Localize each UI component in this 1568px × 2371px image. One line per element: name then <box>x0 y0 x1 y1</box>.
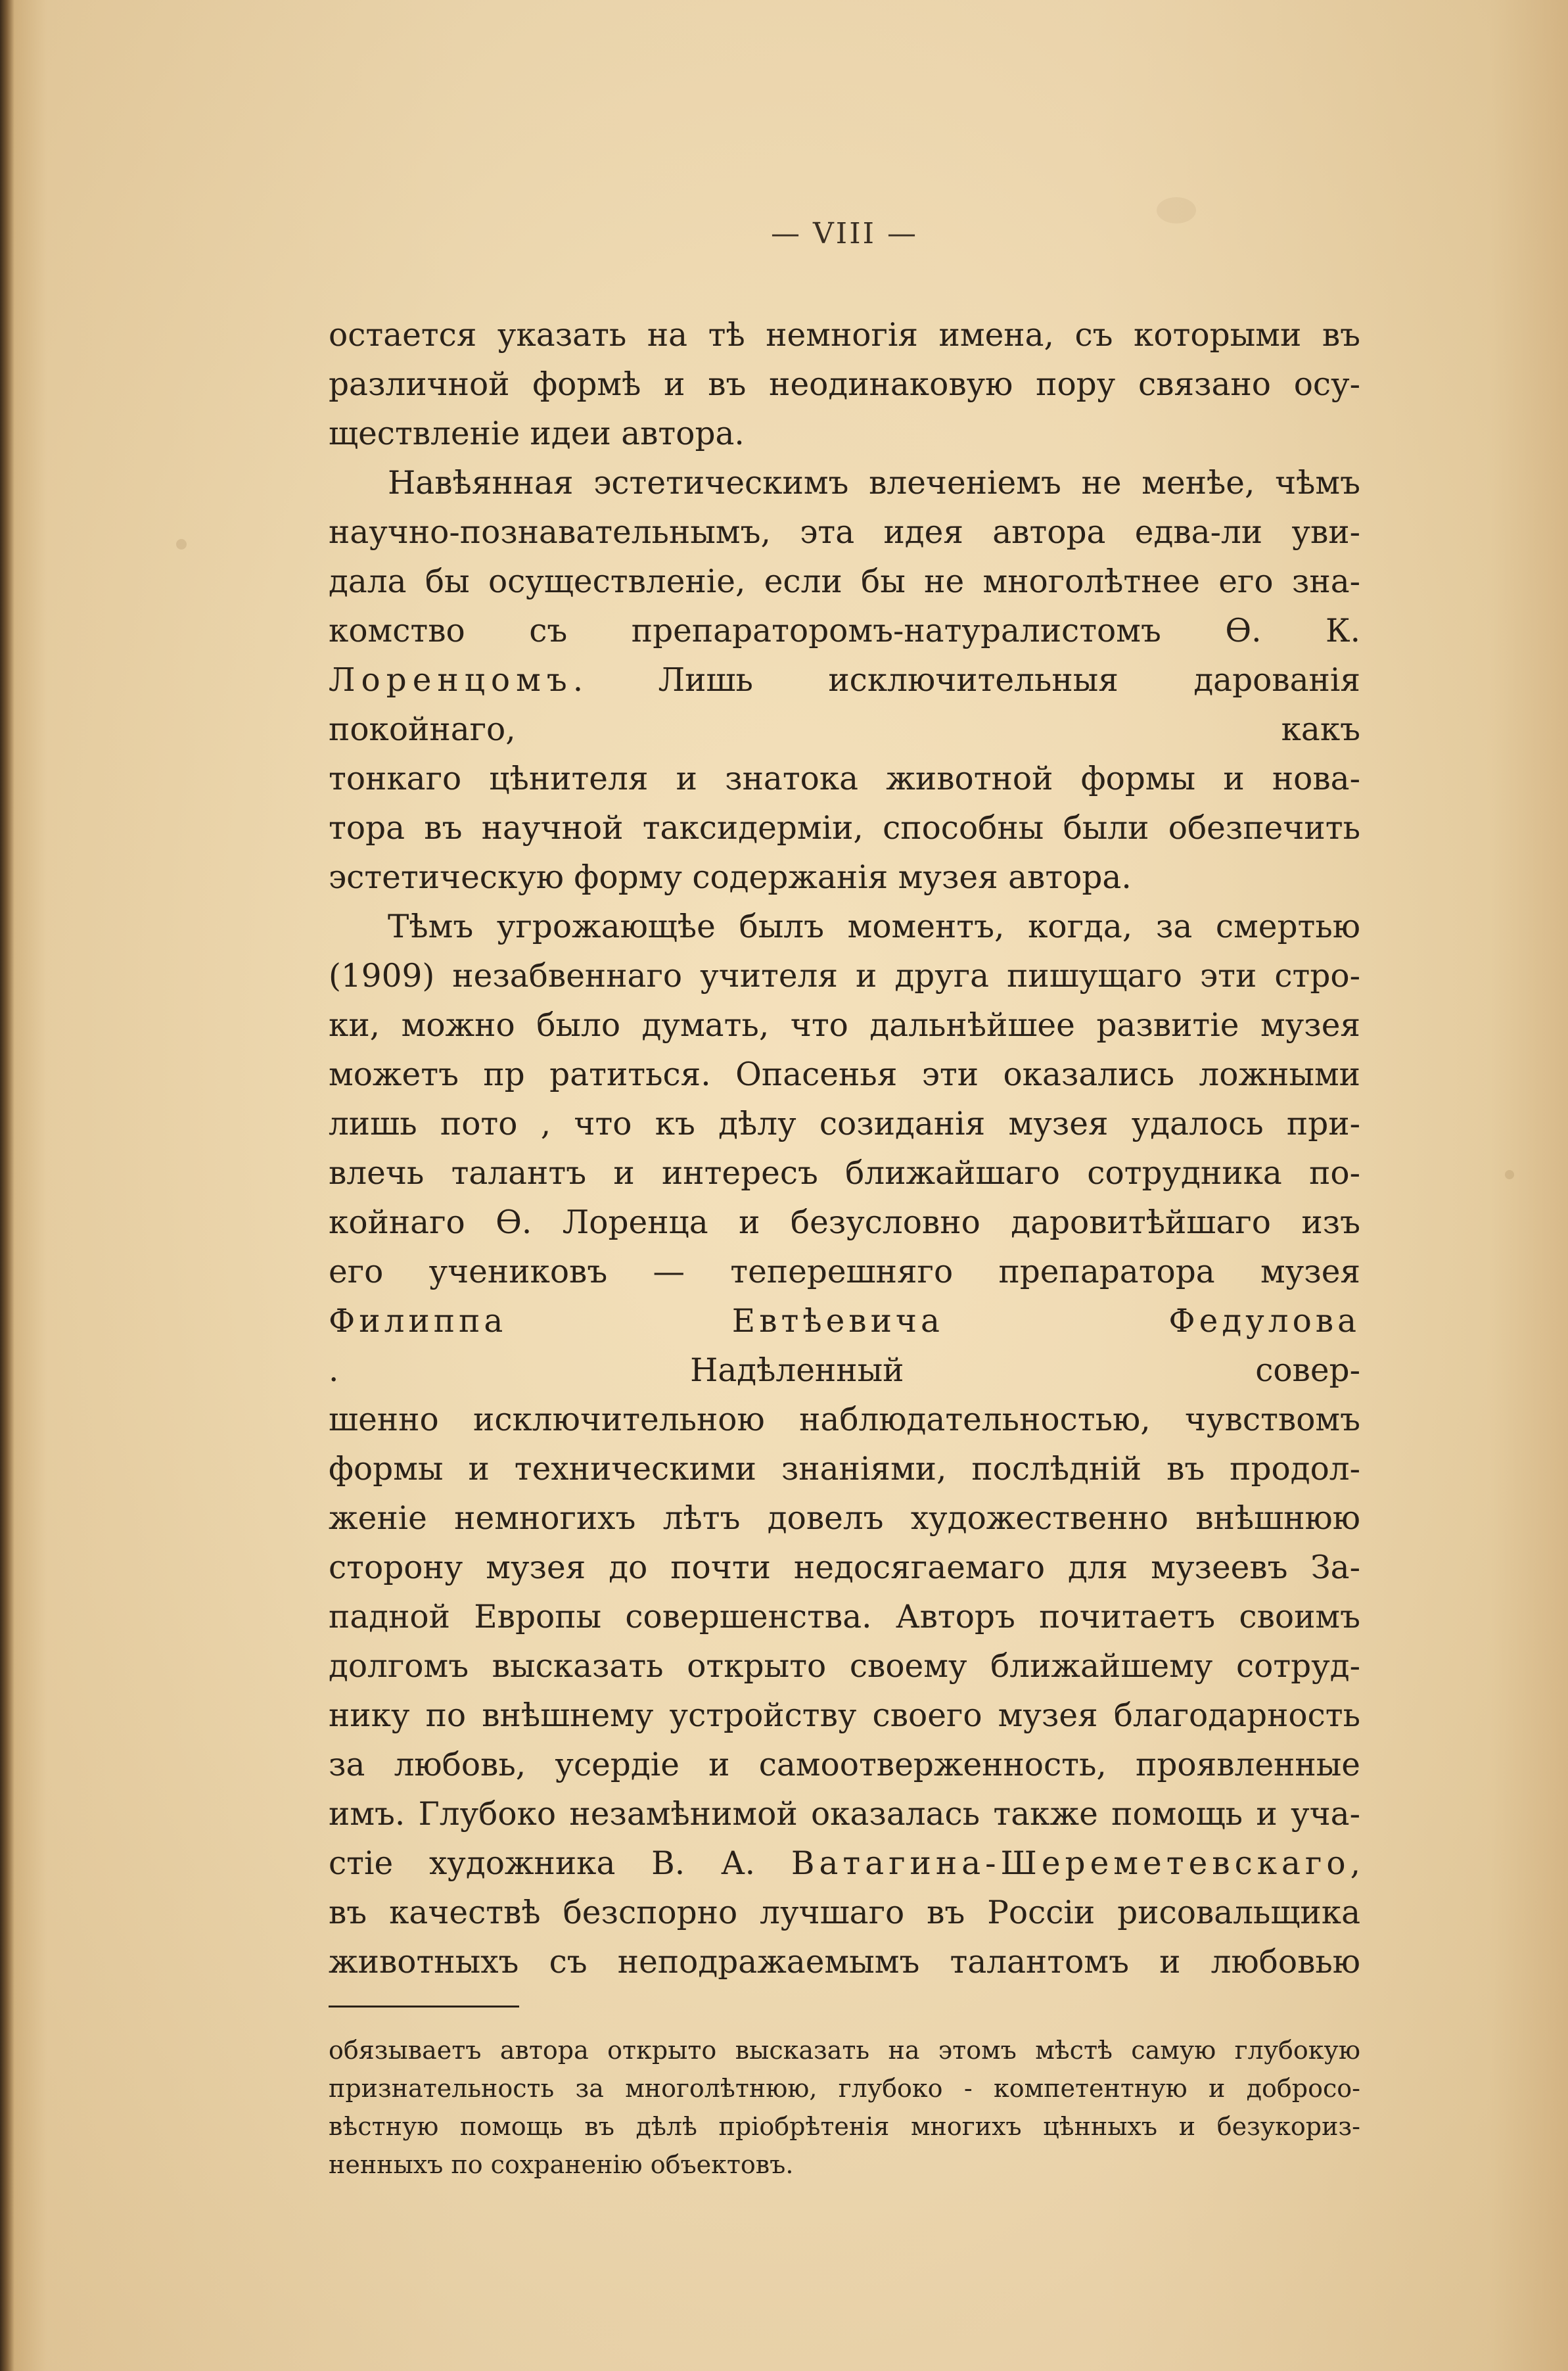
footnote-line: вѣстную помощь въ дѣлѣ пріобрѣтенія многихъ цѣнныхъ и безукориз- <box>329 2112 1360 2141</box>
text-line: научно-познавательнымъ, эта идея автора едва-ли уви- <box>329 514 1360 551</box>
text-line: влечь талантъ и интересъ ближайшаго сотрудника по- <box>329 1155 1360 1192</box>
text-line: за любовь, усердіе и самоотверженность, проявленные <box>329 1747 1360 1783</box>
text-fragment: , <box>1350 1845 1360 1882</box>
text-line: въ качествѣ безспорно лучшаго въ Россіи рисовальщика <box>329 1894 1360 1931</box>
text-line-with-name <box>329 1346 1360 1396</box>
text-line: ществленіе идеи автора. <box>329 415 745 452</box>
text-line: тора въ научной таксидерміи, способны были обезпечить <box>329 810 1360 847</box>
text-fragment: . Надѣленный совер- <box>329 1352 1360 1389</box>
page-content <box>329 217 1360 2184</box>
text-line: ки, можно было думать, что дальнѣйшее развитіе музея <box>329 1007 1360 1044</box>
text-line: сторону музея до почти недосягаемаго для музеевъ За- <box>329 1549 1360 1586</box>
text-line: шенно исключительною наблюдательностью, чувствомъ <box>329 1401 1360 1438</box>
text-line: долгомъ высказать открыто своему ближайшему сотруд- <box>329 1648 1360 1685</box>
main-text <box>329 311 1360 1987</box>
page-edge-shadow <box>0 0 14 2371</box>
text-line: можетъ пр ратиться. Опасенья эти оказались ложными <box>329 1056 1360 1093</box>
text-line-with-name <box>329 607 1360 755</box>
text-line-with-name <box>329 1248 1360 1346</box>
text-line: животныхъ съ неподражаемымъ талантомъ и любовью <box>329 1944 1360 1981</box>
person-name-lorenz: Лоренцомъ <box>329 662 573 699</box>
text-fragment: . Лишь исключительныя дарованія покойнаго, какъ <box>329 662 1360 748</box>
person-name-vatagin: Ватагина-Шереметевскаго <box>791 1845 1350 1882</box>
text-line: формы и техническими знаніями, послѣдній въ продол- <box>329 1451 1360 1488</box>
text-line: койнаго Ѳ. Лоренца и безусловно даровитѣйшаго изъ <box>329 1204 1360 1241</box>
footnote-line: обязываетъ автора открыто высказать на этомъ мѣстѣ самую глубокую <box>329 2036 1360 2065</box>
text-line: Тѣмъ угрожающѣе былъ моментъ, когда, за смертью <box>388 908 1360 945</box>
footnote <box>329 2031 1360 2184</box>
text-line: тонкаго цѣнителя и знатока животной формы и нова- <box>329 761 1360 797</box>
text-line: Навѣянная эстетическимъ влеченіемъ не менѣе, чѣмъ <box>388 465 1360 502</box>
text-line: остается указать на тѣ немногія имена, съ которыми въ <box>329 317 1360 354</box>
text-line: имъ. Глубоко незамѣнимой оказалась также помощь и уча- <box>329 1796 1360 1833</box>
text-fragment: стіе художника В. А. <box>329 1845 791 1882</box>
text-line: (1909) незабвеннаго учителя и друга пишущаго эти стро- <box>329 958 1360 995</box>
text-fragment: его учениковъ — теперешняго препаратора музея <box>329 1254 1360 1290</box>
text-line: падной Европы совершенства. Авторъ почитаетъ своимъ <box>329 1599 1360 1635</box>
footnote-divider <box>329 2006 519 2007</box>
paper-spot <box>1505 1170 1514 1179</box>
footnote-line: признательность за многолѣтнюю, глубоко - компетентную и добросо- <box>329 2074 1360 2103</box>
footnote-line: ненныхъ по сохраненію объектовъ. <box>329 2150 794 2179</box>
paper-spot <box>176 539 187 550</box>
text-line: женіе немногихъ лѣтъ довелъ художественно внѣшнюю <box>329 1500 1360 1537</box>
text-line: нику по внѣшнему устройству своего музея благодарность <box>329 1697 1360 1734</box>
text-line: различной формѣ и въ неодинаковую пору связано осу- <box>329 366 1360 403</box>
page-number-header: — VIII — <box>771 217 918 250</box>
text-line-with-name <box>329 1839 1360 1889</box>
text-line: дала бы осуществленіе, если бы не многолѣтнее его зна- <box>329 563 1360 600</box>
text-line: эстетическую форму содержанія музея автора. <box>329 859 1132 896</box>
text-line: лишь пото , что къ дѣлу созиданія музея удалось при- <box>329 1106 1360 1142</box>
person-name-first: Филиппа Евтѣевича Федулова <box>329 1303 1360 1340</box>
text-fragment: комство съ препараторомъ-натуралистомъ Ѳ. К. <box>329 613 1360 649</box>
